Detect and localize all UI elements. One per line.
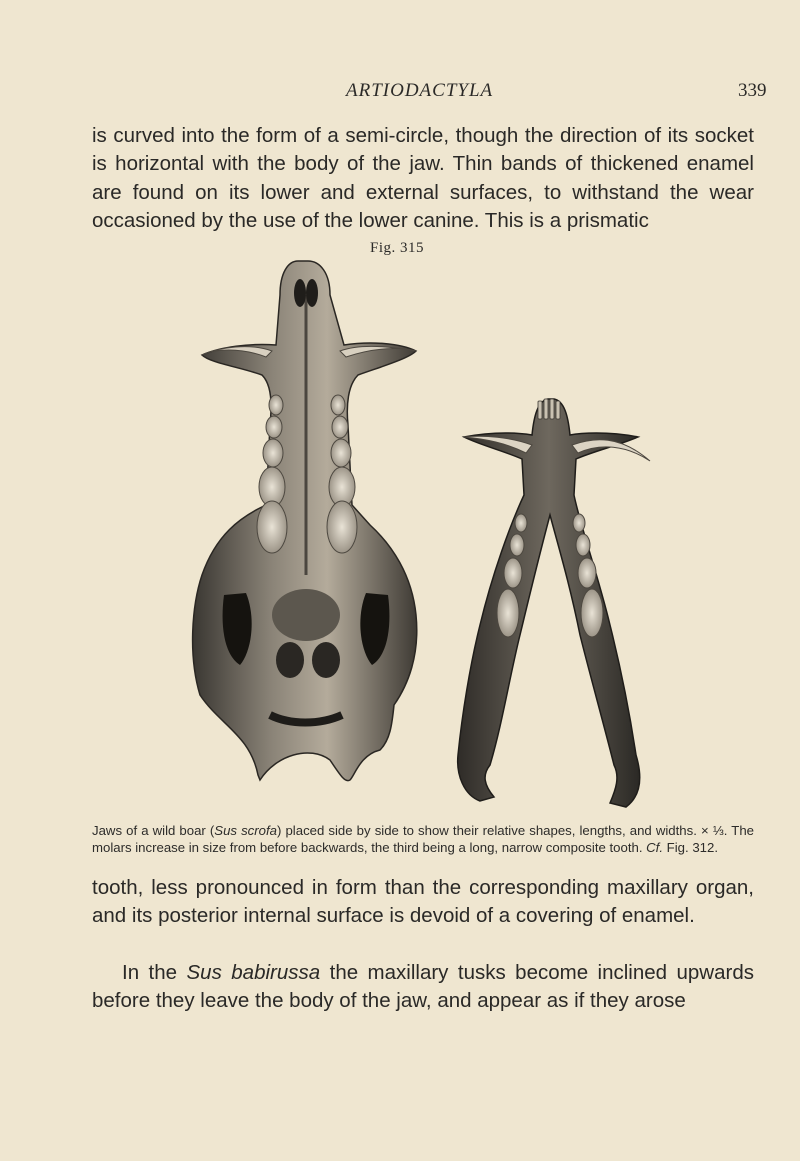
running-title: ARTIODACTYLA <box>346 80 494 101</box>
paragraph-next-prefix: In the <box>122 961 187 984</box>
upper-jaw-drawing <box>193 261 417 781</box>
caption-cf: Cf. <box>646 840 664 855</box>
jaw-figure <box>180 255 670 815</box>
paragraph-next-rest: the maxillary tusks become inclined upwards before they leave the body of the jaw, and appear as if they arose <box>92 961 754 1013</box>
running-head <box>0 78 800 106</box>
paragraph-top: is curved into the form of a semi-circle, though the direction of its socket is horizontal with the body of the jaw. Thin bands of thickened enamel are found on its lower and external surfaces, to withstand the wear occasioned by the use of the lower canine. This is a prismatic <box>92 124 754 232</box>
caption-text-3: Fig. 312. <box>663 840 718 855</box>
lower-jaw-drawing <box>458 399 650 807</box>
page-number: 339 <box>738 80 767 101</box>
figure-label: Fig. 315 <box>370 240 425 256</box>
caption-text-2: ) placed side by side to show their relative shapes, lengths, and widths. × ⅓. The molars increase in size from before backwards, the third being a long, narrow composite tooth. <box>92 823 754 855</box>
paragraph-next <box>92 959 754 1016</box>
caption-text-1: Jaws of a wild boar ( <box>92 823 215 838</box>
paragraph-next-species: Sus babirussa <box>186 961 321 984</box>
caption-species: Sus scrofa <box>214 823 277 838</box>
figure-caption <box>92 822 754 856</box>
paragraph-continue: tooth, less pronounced in form than the corresponding maxillary organ, and its posterior internal surface is devoid of a covering of enamel. <box>92 876 754 928</box>
